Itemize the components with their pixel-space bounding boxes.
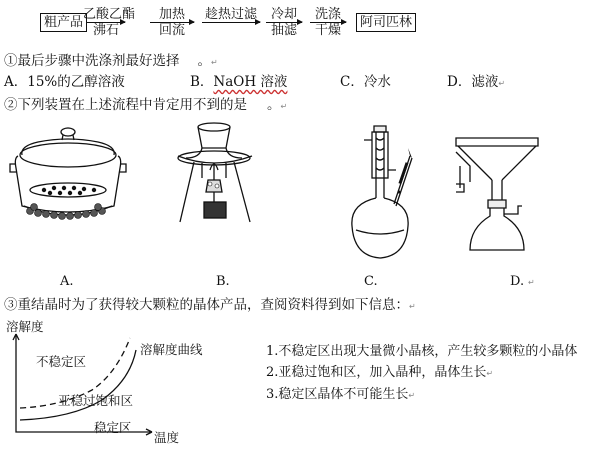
return-mark: ↵	[408, 391, 416, 400]
q1-option-a-text: 15%的乙醇溶液	[27, 74, 125, 90]
question-3-text: ③重结晶时为了获得较大颗粒的晶体产品，查阅资料得到如下信息：	[4, 297, 409, 313]
flow-step-1-top: 乙酸乙酯	[82, 7, 135, 22]
info-item-2	[266, 362, 577, 384]
info-item-2-text: 2.亚稳过饱和区，加入晶种，晶体生长	[266, 365, 487, 380]
return-mark: ↵	[498, 79, 506, 88]
flow-step-3	[200, 7, 262, 22]
q1-option-a-label: A．	[4, 74, 28, 90]
flow-step-1-bottom: 沸石	[92, 23, 119, 38]
question-1-blank: 。	[197, 53, 211, 69]
curve-label: 溶解度曲线	[140, 342, 203, 357]
info-item-1	[266, 341, 577, 362]
question-2-blank: 。	[267, 97, 281, 113]
apparatus-a-drawing	[8, 118, 128, 228]
apparatus-c-caption: C.	[364, 274, 378, 289]
question-1-text: ①最后步骤中洗涤剂最好选择	[4, 53, 180, 69]
flow-step-2-top: 加热	[158, 7, 185, 22]
flow-step-1	[82, 7, 135, 38]
region-stable-label: 稳定区	[94, 420, 132, 435]
flow-step-5-bottom: 干燥	[314, 23, 341, 38]
q1-option-b-text: NaOH 溶液	[213, 74, 288, 90]
return-mark: ↵	[409, 302, 416, 311]
q1-option-d-label: D．	[447, 74, 472, 90]
flow-step-4-bottom: 抽滤	[270, 23, 297, 38]
flow-step-2-bottom: 回流	[158, 23, 185, 38]
region-unstable-label: 不稳定区	[36, 354, 87, 369]
q1-option-d-text: 滤液	[471, 74, 499, 90]
return-mark: ↵	[528, 278, 535, 287]
flow-step-4	[264, 7, 304, 38]
info-list	[266, 341, 577, 406]
question-1	[4, 52, 218, 72]
flow-end-box	[356, 13, 416, 32]
apparatus-c-drawing	[342, 118, 422, 268]
apparatus-d-drawing	[452, 132, 542, 262]
flow-step-4-top: 冷却	[270, 7, 297, 22]
return-mark: ↵	[486, 369, 494, 378]
return-mark: ↵	[280, 102, 288, 111]
question-2	[4, 96, 287, 116]
flow-step-3-top: 趁热过滤	[204, 7, 257, 22]
region-metastable-label: 亚稳过饱和区	[58, 393, 134, 408]
info-item-3	[266, 384, 577, 406]
q1-option-b-label: B．	[190, 74, 214, 90]
apparatus-b-caption: B.	[216, 274, 230, 289]
apparatus-d-caption: D.	[510, 274, 525, 289]
return-mark: ↵	[211, 58, 218, 67]
info-item-3-text: 3.稳定区晶体不可能生长	[266, 387, 409, 402]
graph-xlabel: 温度	[154, 430, 180, 445]
graph-ylabel: 溶解度	[6, 319, 44, 334]
flow-step-2	[150, 7, 194, 38]
apparatus-a-caption: A.	[60, 274, 74, 289]
q1-option-c	[340, 73, 391, 91]
q1-option-d	[447, 73, 505, 93]
flow-end-label: 阿司匹林	[360, 15, 413, 30]
q1-option-c-text: 冷水	[363, 74, 391, 90]
question-2-text: ②下列装置在上述流程中肯定用不到的是	[4, 97, 247, 113]
apparatus-b-drawing	[172, 118, 262, 230]
flow-start-label: 粗产品	[44, 15, 84, 30]
q1-option-b	[190, 73, 287, 91]
info-item-1-text: 1.不稳定区出现大量微小晶核，产生较多颗粒的小晶体	[266, 344, 578, 359]
flow-step-5-top: 洗涤	[314, 7, 341, 22]
question-3	[4, 296, 416, 316]
flow-arrow-3	[202, 22, 260, 23]
q1-option-c-label: C．	[340, 74, 364, 90]
flow-step-5	[308, 7, 348, 38]
q1-option-a	[4, 73, 125, 91]
